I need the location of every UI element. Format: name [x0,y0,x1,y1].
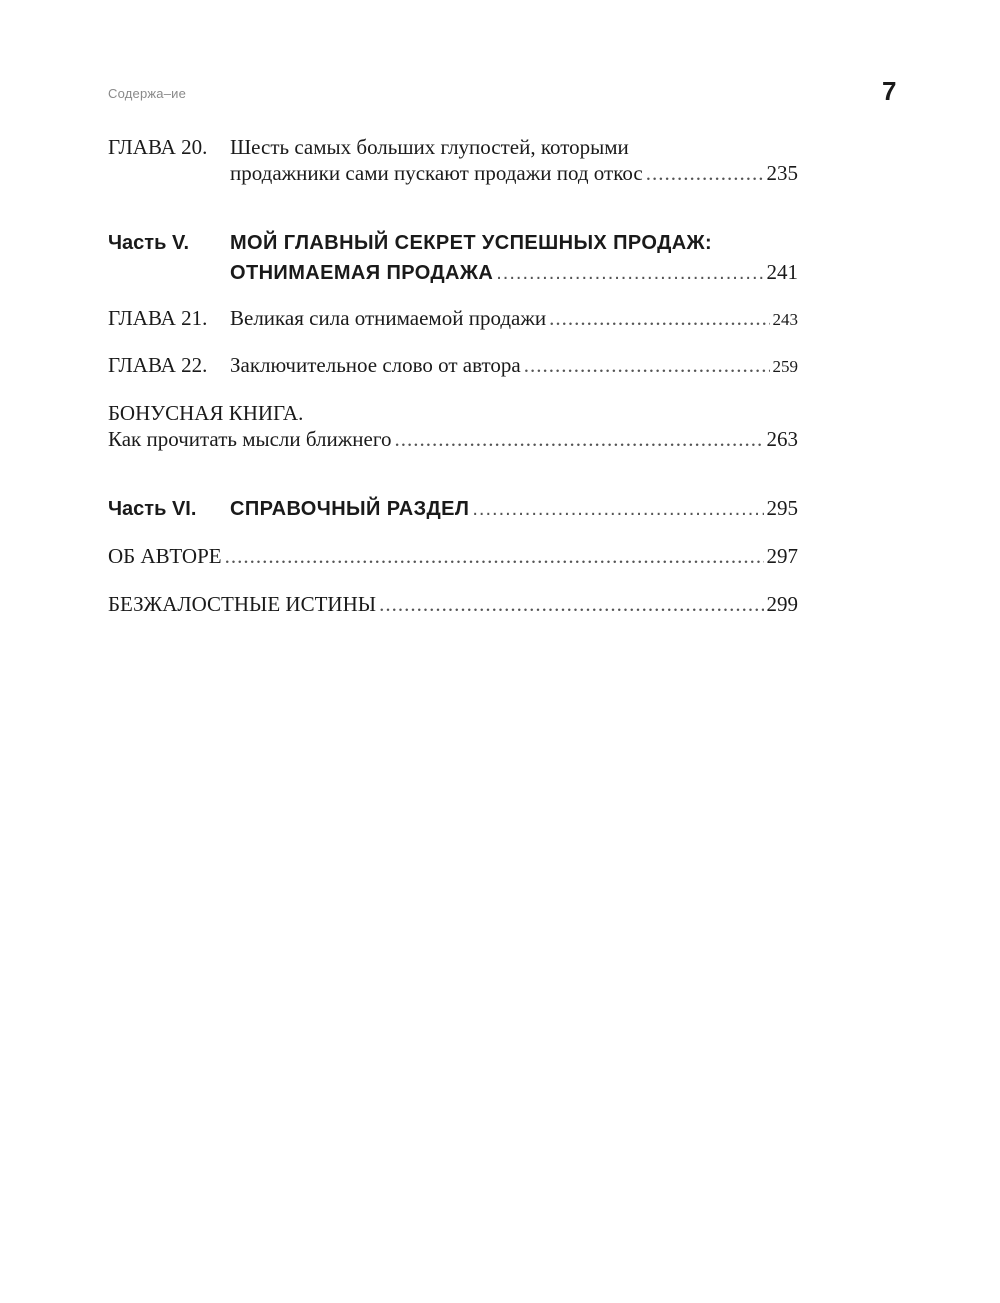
chapter-title: Заключительное слово от автора [230,353,521,377]
page-ref: 241 [766,260,798,284]
chapter-label: ГЛАВА 21. [108,306,208,330]
toc-entry-chapter-21[interactable] [108,305,798,333]
leader-dots [394,426,763,452]
chapter-label: ГЛАВА 20. [108,135,208,159]
leader-dots [225,543,764,569]
toc-entry-chapter-22[interactable] [108,352,798,380]
toc-entry-part-5[interactable] [108,229,798,288]
chapter-label: ГЛАВА 22. [108,353,208,377]
page-ref: 297 [766,544,798,568]
page-ref: 263 [766,427,798,451]
leader-dots [524,352,770,378]
leader-dots [646,160,764,186]
leader-dots [472,495,763,524]
leader-dots [379,591,763,617]
page-ref: 235 [766,161,798,185]
part-label: Часть V. [108,232,190,254]
toc-entry-ruthless-truths[interactable] [108,591,798,617]
bonus-title: Как прочитать мысли ближнего [108,427,392,451]
part-title-line-1: МОЙ ГЛАВНЫЙ СЕКРЕТ УСПЕШНЫХ ПРОДАЖ: [230,232,713,254]
page-ref: 243 [772,310,798,329]
leader-dots [496,259,763,288]
entry-title: БЕЗЖАЛОСТНЫЕ ИСТИНЫ [108,592,377,616]
page-ref: 259 [772,357,798,376]
toc-entry-about-author[interactable] [108,543,798,569]
running-head: Содержа–ие [108,86,187,101]
chapter-title: Великая сила отнимаемой продажи [230,306,547,330]
toc-entry-bonus-book[interactable] [108,400,798,452]
page-ref: 299 [766,592,798,616]
toc-entry-chapter-20[interactable] [108,134,798,186]
page-ref: 295 [766,496,798,520]
bonus-heading: БОНУСНАЯ КНИГА. [108,401,304,425]
chapter-title-line-1: Шесть самых больших глупостей, которыми [230,135,629,159]
chapter-title-line-2: продажники сами пускают продажи под откос [230,161,643,185]
toc-entry-part-6[interactable] [108,494,798,524]
part-title: СПРАВОЧНЫЙ РАЗДЕЛ [230,498,470,520]
page-number: 7 [882,76,897,106]
entry-title: ОБ АВТОРЕ [108,544,222,568]
part-title-line-2: ОТНИМАЕМАЯ ПРОДАЖА [230,262,494,284]
leader-dots [549,305,769,331]
part-label: Часть VI. [108,498,197,520]
